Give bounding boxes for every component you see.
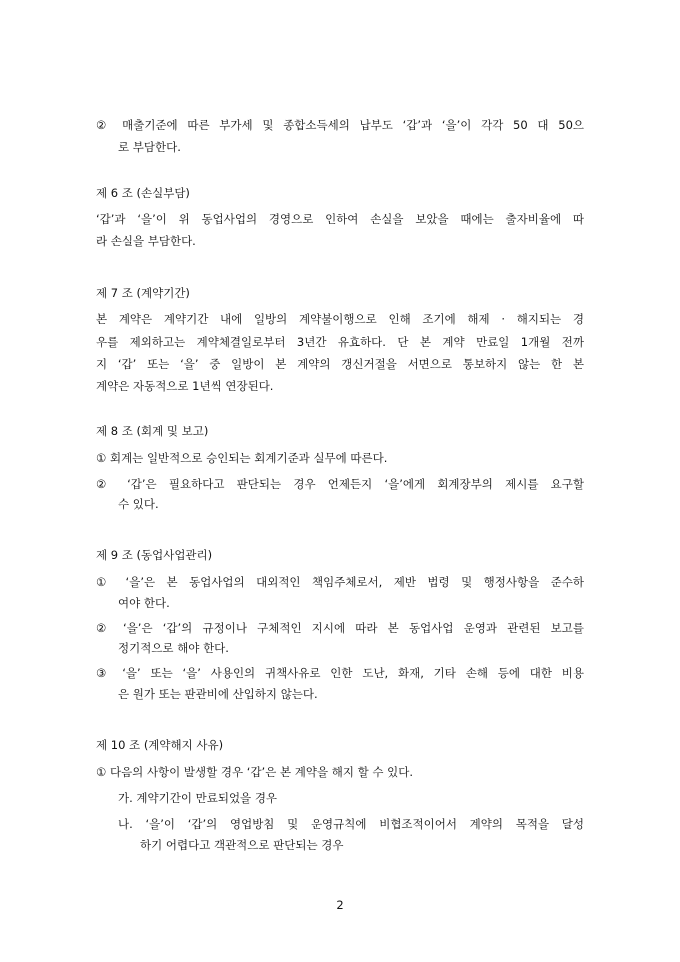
article-10-item-1: ① 다음의 사항이 발생할 경우 ‘갑’은 본 계약을 해지 할 수 있다.: [96, 765, 413, 779]
article-7-line-4: 계약은 자동적으로 1년씩 연장된다.: [96, 379, 274, 393]
article-7-line-2: 우를 제외하고는 계약체결일로부터 3년간 유효하다. 단 본 계약 만료일 1개월 전까: [96, 335, 584, 349]
article-10-sub-item-b-line-1: 나. ‘을’이 ‘갑’의 영업방침 및 운영규칙에 비협조적이어서 계약의 목적을 달성: [118, 817, 584, 831]
clause-2-line-1: ② 매출기준에 따른 부가세 및 종합소득세의 납부도 ‘갑’과 ‘을’이 각각 50 대 50으: [96, 118, 584, 132]
article-9-title: 제 9 조 (동업사업관리): [96, 548, 213, 562]
article-10-sub-item-a: 가. 계약기간이 만료되었을 경우: [118, 791, 278, 805]
article-6-title: 제 6 조 (손실부담): [96, 186, 190, 200]
article-7-line-3: 지 ‘갑’ 또는 ‘을’ 중 일방이 본 계약의 갱신거절을 서면으로 통보하지 않는 한 본: [96, 357, 584, 371]
article-9-item-1-line-2: 여야 한다.: [118, 596, 170, 610]
article-10-sub-item-b-line-2: 하기 어렵다고 객관적으로 판단되는 경우: [140, 838, 344, 852]
article-8-title: 제 8 조 (회계 및 보고): [96, 424, 209, 438]
article-9-item-2-line-1: ② ‘을’은 ‘갑’의 규정이나 구체적인 지시에 따라 본 동업사업 운영과 관련된 보고를: [96, 621, 584, 635]
article-6-line-2: 라 손실을 부담한다.: [96, 234, 196, 248]
article-9-item-1-line-1: ① ‘을’은 본 동업사업의 대외적인 책임주체로서, 제반 법령 및 행정사항을 준수하: [96, 575, 584, 589]
article-9-item-2-line-2: 정기적으로 해야 한다.: [118, 641, 229, 655]
article-8-item-2-line-1: ② ‘갑’은 필요하다고 판단되는 경우 언제든지 ‘을’에게 회계장부의 제시를 요구할: [96, 477, 584, 491]
article-7-line-1: 본 계약은 계약기간 내에 일방의 계약불이행으로 인해 조기에 해제 · 해지되는 경: [96, 312, 584, 326]
clause-2-line-2: 로 부담한다.: [118, 140, 181, 154]
article-8-item-2-line-2: 수 있다.: [118, 497, 159, 511]
article-9-item-3-line-2: 은 원가 또는 판관비에 산입하지 않는다.: [118, 687, 318, 701]
article-8-item-1: ① 회계는 일반적으로 승인되는 회계기준과 실무에 따른다.: [96, 451, 388, 465]
page-number: 2: [336, 898, 344, 912]
article-10-title: 제 10 조 (계약해지 사유): [96, 738, 224, 752]
article-9-item-3-line-1: ③ ‘을’ 또는 ‘을’ 사용인의 귀책사유로 인한 도난, 화재, 기타 손해 등에 대한 비용: [96, 666, 584, 680]
article-7-title: 제 7 조 (계약기간): [96, 286, 190, 300]
article-6-line-1: ‘갑’과 ‘을’이 위 동업사업의 경영으로 인하여 손실을 보았을 때에는 출자비율에 따: [96, 212, 584, 226]
